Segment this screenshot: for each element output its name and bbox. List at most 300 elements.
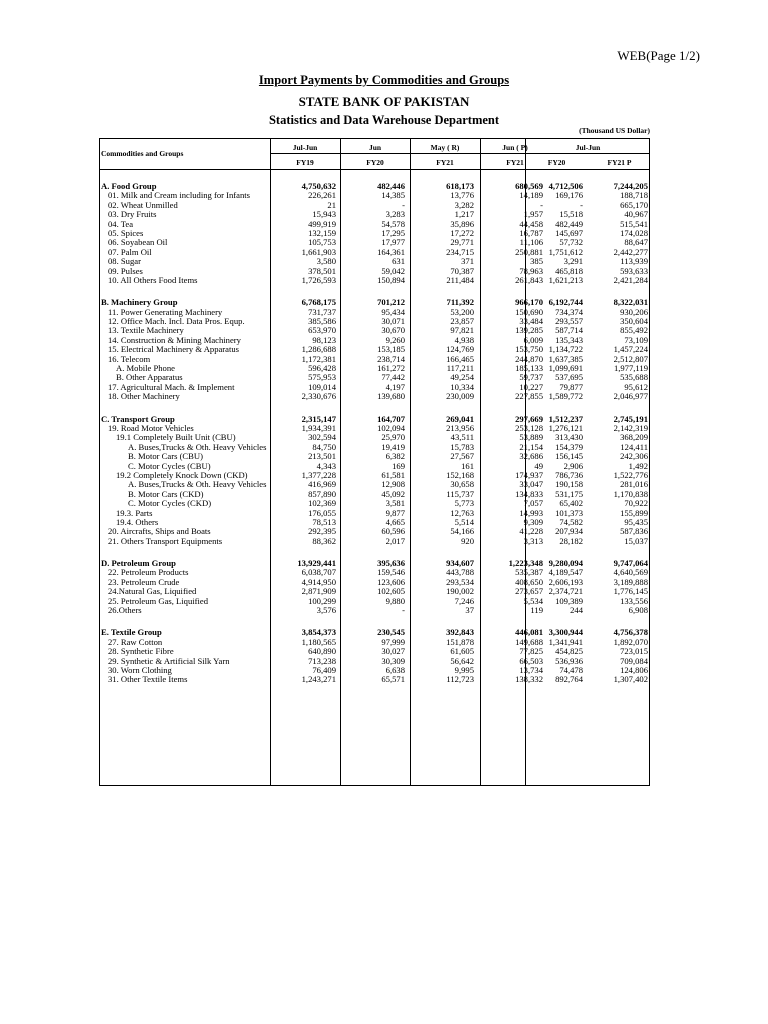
cell-value: 368,209 xyxy=(620,432,648,443)
cell-value: 149,688 xyxy=(515,636,543,647)
cell-value: 153,185 xyxy=(377,344,405,355)
cell-value: 30,071 xyxy=(381,316,405,327)
cell-value: 1,977,119 xyxy=(613,363,648,374)
cell-value: 242,306 xyxy=(620,451,648,462)
cell-value: 190,002 xyxy=(446,586,474,597)
header-year-4: FY21 xyxy=(506,158,524,167)
cell-value: 4,750,632 xyxy=(301,181,336,191)
cell-value: 19,419 xyxy=(381,441,405,452)
row-label: B. Motor Cars (CKD) xyxy=(128,489,204,499)
cell-value: 60,596 xyxy=(381,526,405,537)
cell-value: 138,332 xyxy=(515,674,543,685)
cell-value: 6,638 xyxy=(385,664,405,675)
table-row xyxy=(100,675,651,684)
cell-value: 3,581 xyxy=(385,498,405,509)
header-period-4: Jun ( P) xyxy=(502,143,528,152)
cell-value: 29,771 xyxy=(450,237,474,248)
cell-value: 40,967 xyxy=(624,209,648,220)
cell-value: 15,783 xyxy=(450,441,474,452)
cell-value: 227,855 xyxy=(515,391,543,402)
cell-value: 30,658 xyxy=(450,479,474,490)
cell-value: 1,726,593 xyxy=(301,274,336,285)
cell-value: 731,737 xyxy=(308,306,336,317)
cell-value: 59,737 xyxy=(519,372,543,383)
cell-value: 711,392 xyxy=(446,297,474,308)
cell-value: 124,411 xyxy=(620,441,648,452)
cell-value: 33,047 xyxy=(519,479,543,490)
cell-value: 30,027 xyxy=(381,646,405,657)
row-label: C. Motor Cycles (CBU) xyxy=(128,461,211,471)
row-label: 14. Construction & Mining Machinery xyxy=(108,335,241,345)
cell-value: 95,435 xyxy=(624,516,648,527)
cell-value: 395,636 xyxy=(377,558,405,569)
cell-value: 65,571 xyxy=(381,674,405,685)
header-year-1: FY19 xyxy=(296,158,314,167)
row-label: B. Motor Cars (CBU) xyxy=(128,452,203,462)
cell-value: 113,939 xyxy=(620,256,648,267)
cell-value: 640,890 xyxy=(308,646,336,657)
cell-value: 293,534 xyxy=(446,576,474,587)
cell-value: 74,582 xyxy=(559,516,583,527)
cell-value: 12,763 xyxy=(450,507,474,518)
cell-value: 17,272 xyxy=(450,227,474,238)
report-heading xyxy=(0,73,768,128)
cell-value: 1,223,348 xyxy=(508,558,543,569)
cell-value: 1,637,385 xyxy=(548,353,583,364)
cell-value: 27,567 xyxy=(450,451,474,462)
cell-value: 4,197 xyxy=(385,381,405,392)
cell-value: 4,914,950 xyxy=(301,576,336,587)
cell-value: 44,458 xyxy=(519,218,543,229)
cell-value: 13,734 xyxy=(519,664,543,675)
cell-value: 269,041 xyxy=(446,413,474,424)
cell-value: 454,825 xyxy=(555,646,583,657)
cell-value: 482,446 xyxy=(377,181,405,191)
row-label: 19.4. Others xyxy=(116,517,159,527)
cell-value: 1,522,776 xyxy=(613,469,648,480)
cell-value: 786,736 xyxy=(555,469,583,480)
organization-name: STATE BANK OF PAKISTAN xyxy=(298,94,470,109)
row-label: 30. Worn Clothing xyxy=(108,665,172,675)
cell-value: 124,806 xyxy=(620,664,648,675)
cell-value: 35,896 xyxy=(450,218,474,229)
header-commodities: Commodities and Groups xyxy=(101,149,184,158)
cell-value: 855,492 xyxy=(620,325,648,336)
cell-value: 17,295 xyxy=(381,227,405,238)
cell-value: 537,695 xyxy=(555,372,583,383)
cell-value: 4,640,569 xyxy=(613,567,648,578)
cell-value: 1,377,228 xyxy=(301,469,336,480)
header-divider-bottom xyxy=(100,169,649,170)
cell-value: 153,750 xyxy=(515,344,543,355)
cell-value: 1,457,224 xyxy=(613,344,648,355)
row-label: C. Motor Cycles (CKD) xyxy=(128,499,212,509)
cell-value: 8,322,031 xyxy=(613,297,648,308)
cell-value: 169,176 xyxy=(555,190,583,201)
cell-value: 371 xyxy=(461,256,474,267)
cell-value: 134,833 xyxy=(515,488,543,499)
table-body xyxy=(100,182,651,685)
cell-value: 132,159 xyxy=(308,227,336,238)
row-label: 15. Electrical Machinery & Apparatus xyxy=(108,345,240,355)
cell-value: 95,612 xyxy=(624,381,648,392)
cell-value: 16,787 xyxy=(519,227,543,238)
cell-value: 2,046,977 xyxy=(613,391,648,402)
cell-value: 88,647 xyxy=(624,237,648,248)
cell-value: 3,576 xyxy=(316,605,336,616)
cell-value: 53,200 xyxy=(450,306,474,317)
cell-value: 95,434 xyxy=(381,306,405,317)
cell-value: 1,512,237 xyxy=(548,413,583,424)
table-row xyxy=(100,606,651,615)
header-divider-mid xyxy=(270,153,649,154)
cell-value: 9,309 xyxy=(523,516,543,527)
cell-value: 378,501 xyxy=(308,265,336,276)
cell-value: 61,581 xyxy=(381,469,405,480)
cell-value: 313,430 xyxy=(555,432,583,443)
cell-value: 79,877 xyxy=(559,381,583,392)
cell-value: 59,042 xyxy=(381,265,405,276)
cell-value: 5,514 xyxy=(454,516,474,527)
row-label: 06. Soyabean Oil xyxy=(108,238,168,248)
cell-value: 653,970 xyxy=(308,325,336,336)
cell-value: 446,081 xyxy=(515,627,543,638)
cell-value: 119 xyxy=(530,605,543,616)
row-label: 18. Other Machinery xyxy=(108,392,180,402)
table-row xyxy=(100,392,651,401)
row-label: 07. Palm Oil xyxy=(108,247,152,257)
cell-value: 1,957 xyxy=(523,209,543,220)
row-label: B. Machinery Group xyxy=(101,298,178,308)
import-payments-table xyxy=(99,138,650,786)
cell-value: 297,669 xyxy=(515,413,543,424)
cell-value: 84,750 xyxy=(312,441,336,452)
cell-value: 7,057 xyxy=(523,498,543,509)
cell-value: 124,769 xyxy=(446,344,474,355)
cell-value: 15,943 xyxy=(312,209,336,220)
row-label: 23. Petroleum Crude xyxy=(108,577,180,587)
report-title: Import Payments by Commodities and Groups xyxy=(258,73,510,87)
row-label: C. Transport Group xyxy=(101,414,175,424)
cell-value: 596,428 xyxy=(308,363,336,374)
cell-value: 1,180,565 xyxy=(301,636,336,647)
row-label: 24.Natural Gas, Liquified xyxy=(108,587,197,597)
table-row xyxy=(100,537,651,546)
cell-value: 226,261 xyxy=(308,190,336,201)
cell-value: 77,825 xyxy=(519,646,543,657)
row-label: 12. Office Mach. Incl. Data Pros. Equp. xyxy=(108,317,245,327)
cell-value: 6,038,707 xyxy=(301,567,336,578)
cell-value: 28,182 xyxy=(559,535,583,546)
table-row xyxy=(100,597,651,606)
cell-value: 3,291 xyxy=(563,256,583,267)
cell-value: 9,747,064 xyxy=(613,558,648,569)
cell-value: 21,154 xyxy=(519,441,543,452)
cell-value: - xyxy=(402,199,405,210)
header-period-3: May ( R) xyxy=(430,143,460,152)
cell-value: 2,142,319 xyxy=(613,422,648,433)
cell-value: 53,889 xyxy=(519,432,543,443)
cell-value: 281,016 xyxy=(620,479,648,490)
cell-value: 78,513 xyxy=(312,516,336,527)
cell-value: 13,929,441 xyxy=(297,558,336,569)
cell-value: 154,379 xyxy=(555,441,583,452)
cell-value: 150,690 xyxy=(515,306,543,317)
cell-value: 57,732 xyxy=(559,237,583,248)
cell-value: 88,362 xyxy=(312,535,336,546)
cell-value: 207,934 xyxy=(555,526,583,537)
cell-value: 213,956 xyxy=(446,422,474,433)
cell-value: 33,484 xyxy=(519,316,543,327)
row-label: 17. Agricultural Mach. & Implement xyxy=(108,382,235,392)
table-row xyxy=(100,276,651,285)
cell-value: 2,017 xyxy=(385,535,405,546)
cell-value: 102,094 xyxy=(377,422,405,433)
cell-value: 2,421,284 xyxy=(613,274,648,285)
cell-value: 3,189,888 xyxy=(613,576,648,587)
header-year-6: FY21 P xyxy=(607,158,632,167)
cell-value: 74,478 xyxy=(559,664,583,675)
cell-value: 117,211 xyxy=(446,363,474,374)
cell-value: 2,906 xyxy=(563,460,583,471)
cell-value: 174,937 xyxy=(515,469,543,480)
cell-value: 587,836 xyxy=(620,526,648,537)
cell-value: 98,123 xyxy=(312,334,336,345)
cell-value: 3,283 xyxy=(385,209,405,220)
cell-value: 1,892,070 xyxy=(613,636,648,647)
cell-value: 211,484 xyxy=(446,274,474,285)
cell-value: 139,285 xyxy=(515,325,543,336)
cell-value: 9,260 xyxy=(385,334,405,345)
cell-value: 61,605 xyxy=(450,646,474,657)
cell-value: 1,099,691 xyxy=(548,363,583,374)
cell-value: 102,605 xyxy=(377,586,405,597)
cell-value: 536,936 xyxy=(555,655,583,666)
row-label: 19. Road Motor Vehicles xyxy=(108,423,194,433)
row-label: A. Buses,Trucks & Oth. Heavy Vehicles xyxy=(128,442,267,452)
cell-value: 302,594 xyxy=(308,432,336,443)
cell-value: 176,055 xyxy=(308,507,336,518)
cell-value: 3,854,373 xyxy=(301,627,336,638)
cell-value: 2,871,909 xyxy=(301,586,336,597)
cell-value: 1,243,271 xyxy=(301,674,336,685)
cell-value: 350,604 xyxy=(620,316,648,327)
cell-value: 1,661,903 xyxy=(301,246,336,257)
cell-value: 4,189,547 xyxy=(548,567,583,578)
cell-value: 164,361 xyxy=(377,246,405,257)
cell-value: 6,382 xyxy=(385,451,405,462)
row-label: 28. Synthetic Fibre xyxy=(108,647,174,657)
row-label: 19.1 Completely Built Unit (CBU) xyxy=(116,433,236,443)
header-period-1: Jul-Jun xyxy=(292,143,318,152)
cell-value: - xyxy=(540,199,543,210)
cell-value: 123,606 xyxy=(377,576,405,587)
header-year-2: FY20 xyxy=(366,158,384,167)
cell-value: 1,134,722 xyxy=(548,344,583,355)
page-reference: WEB(Page 1/2) xyxy=(617,48,700,63)
cell-value: 49 xyxy=(534,460,543,471)
cell-value: 385,586 xyxy=(308,316,336,327)
cell-value: 2,606,193 xyxy=(548,576,583,587)
cell-value: 920 xyxy=(461,535,474,546)
cell-value: 37 xyxy=(465,605,474,616)
cell-value: 11,106 xyxy=(519,237,543,248)
unit-note: (Thousand US Dollar) xyxy=(579,126,650,135)
cell-value: 76,409 xyxy=(312,664,336,675)
cell-value: 250,881 xyxy=(515,246,543,257)
row-label: 29. Synthetic & Artificial Silk Yarn xyxy=(108,656,230,666)
cell-value: 159,546 xyxy=(377,567,405,578)
header-period-5: Jul-Jun xyxy=(575,143,601,152)
cell-value: 587,714 xyxy=(555,325,583,336)
cell-value: 892,764 xyxy=(555,674,583,685)
row-label: E. Textile Group xyxy=(101,628,162,638)
cell-value: 2,745,191 xyxy=(613,413,648,424)
cell-value: 135,343 xyxy=(555,334,583,345)
cell-value: 230,545 xyxy=(377,627,405,638)
row-spacer xyxy=(100,402,651,415)
cell-value: 4,938 xyxy=(454,334,474,345)
cell-value: - xyxy=(402,605,405,616)
row-label: 13. Textile Machinery xyxy=(108,326,184,336)
cell-value: 244,870 xyxy=(515,353,543,364)
cell-value: 56,642 xyxy=(450,655,474,666)
row-label: 21. Others Transport Equipments xyxy=(108,536,223,546)
cell-value: 139,680 xyxy=(377,391,405,402)
cell-value: 1,217 xyxy=(454,209,474,220)
cell-value: 1,286,688 xyxy=(301,344,336,355)
cell-value: 7,244,205 xyxy=(613,181,648,191)
cell-value: 857,890 xyxy=(308,488,336,499)
cell-value: 70,922 xyxy=(624,498,648,509)
cell-value: 443,788 xyxy=(446,567,474,578)
cell-value: 97,821 xyxy=(450,325,474,336)
row-label: 26.Others xyxy=(108,606,142,616)
cell-value: 2,442,277 xyxy=(613,246,648,257)
cell-value: 164,707 xyxy=(377,413,405,424)
row-label: 31. Other Textile Items xyxy=(108,675,188,685)
cell-value: 4,665 xyxy=(385,516,405,527)
cell-value: 161 xyxy=(461,460,474,471)
cell-value: 575,953 xyxy=(308,372,336,383)
cell-value: 15,037 xyxy=(624,535,648,546)
row-label: 19.2 Completely Knock Down (CKD) xyxy=(116,470,248,480)
cell-value: 3,300,944 xyxy=(548,627,583,638)
cell-value: 293,557 xyxy=(555,316,583,327)
cell-value: 174,028 xyxy=(620,227,648,238)
cell-value: 9,877 xyxy=(385,507,405,518)
row-label: 04. Tea xyxy=(108,219,134,229)
cell-value: 230,009 xyxy=(446,391,474,402)
cell-value: 930,206 xyxy=(620,306,648,317)
row-label: B. Other Apparatus xyxy=(116,373,183,383)
cell-value: 465,818 xyxy=(555,265,583,276)
cell-value: 25,970 xyxy=(381,432,405,443)
cell-value: 185,133 xyxy=(515,363,543,374)
row-label: 19.3. Parts xyxy=(116,508,153,518)
cell-value: 713,238 xyxy=(308,655,336,666)
cell-value: 77,442 xyxy=(381,372,405,383)
cell-value: 1,934,391 xyxy=(301,422,336,433)
cell-value: 6,768,175 xyxy=(301,297,336,308)
cell-value: 535,387 xyxy=(515,567,543,578)
cell-value: 166,465 xyxy=(446,353,474,364)
row-label: D. Petroleum Group xyxy=(101,559,176,569)
cell-value: 109,389 xyxy=(555,595,583,606)
cell-value: 7,246 xyxy=(454,595,474,606)
row-label: 08. Sugar xyxy=(108,257,141,267)
cell-value: 12,908 xyxy=(381,479,405,490)
row-label: 10. All Others Food Items xyxy=(108,275,198,285)
cell-value: 14,189 xyxy=(519,190,543,201)
cell-value: 4,343 xyxy=(316,460,336,471)
cell-value: 30,309 xyxy=(381,655,405,666)
cell-value: 10,227 xyxy=(519,381,543,392)
cell-value: 499,919 xyxy=(308,218,336,229)
cell-value: 9,995 xyxy=(454,664,474,675)
cell-value: 65,402 xyxy=(559,498,583,509)
cell-value: 133,556 xyxy=(620,595,648,606)
cell-value: 1,276,121 xyxy=(548,422,583,433)
cell-value: 1,751,612 xyxy=(548,246,583,257)
cell-value: 1,776,145 xyxy=(613,586,648,597)
row-label: 02. Wheat Unmilled xyxy=(108,200,178,210)
cell-value: 188,718 xyxy=(620,190,648,201)
cell-value: 3,580 xyxy=(316,256,336,267)
cell-value: 3,282 xyxy=(454,199,474,210)
cell-value: 709,084 xyxy=(620,655,648,666)
row-label: 22. Petroleum Products xyxy=(108,568,189,578)
cell-value: 734,374 xyxy=(555,306,583,317)
cell-value: 152,168 xyxy=(446,469,474,480)
row-label: 05. Spices xyxy=(108,228,144,238)
cell-value: 5,773 xyxy=(454,498,474,509)
cell-value: 17,977 xyxy=(381,237,405,248)
cell-value: 23,857 xyxy=(450,316,474,327)
cell-value: 1,307,402 xyxy=(613,674,648,685)
cell-value: 32,686 xyxy=(519,451,543,462)
header-year-5: FY20 xyxy=(547,158,566,167)
cell-value: 531,175 xyxy=(555,488,583,499)
cell-value: - xyxy=(580,199,583,210)
cell-value: 45,092 xyxy=(381,488,405,499)
cell-value: 515,541 xyxy=(620,218,648,229)
row-label: 16. Telecom xyxy=(108,354,151,364)
row-label: A. Food Group xyxy=(101,182,157,191)
cell-value: 723,015 xyxy=(620,646,648,657)
cell-value: 101,373 xyxy=(555,507,583,518)
cell-value: 1,621,213 xyxy=(548,274,583,285)
cell-value: 3,313 xyxy=(523,535,543,546)
cell-value: 150,894 xyxy=(377,274,405,285)
cell-value: 115,737 xyxy=(446,488,474,499)
cell-value: 161,272 xyxy=(377,363,405,374)
cell-value: 4,712,506 xyxy=(548,181,583,191)
header-period-2: Jun xyxy=(368,143,382,152)
table-row xyxy=(100,191,651,200)
cell-value: 292,395 xyxy=(308,526,336,537)
cell-value: 15,518 xyxy=(559,209,583,220)
department-name: Statistics and Data Warehouse Department xyxy=(268,113,500,127)
cell-value: 2,512,807 xyxy=(613,353,648,364)
cell-value: 169 xyxy=(392,460,405,471)
cell-value: 1,172,381 xyxy=(301,353,336,364)
row-label: 11. Power Generating Machinery xyxy=(108,307,223,317)
cell-value: 54,578 xyxy=(381,218,405,229)
cell-value: 54,166 xyxy=(450,526,474,537)
cell-value: 109,014 xyxy=(308,381,336,392)
cell-value: 21 xyxy=(327,199,336,210)
